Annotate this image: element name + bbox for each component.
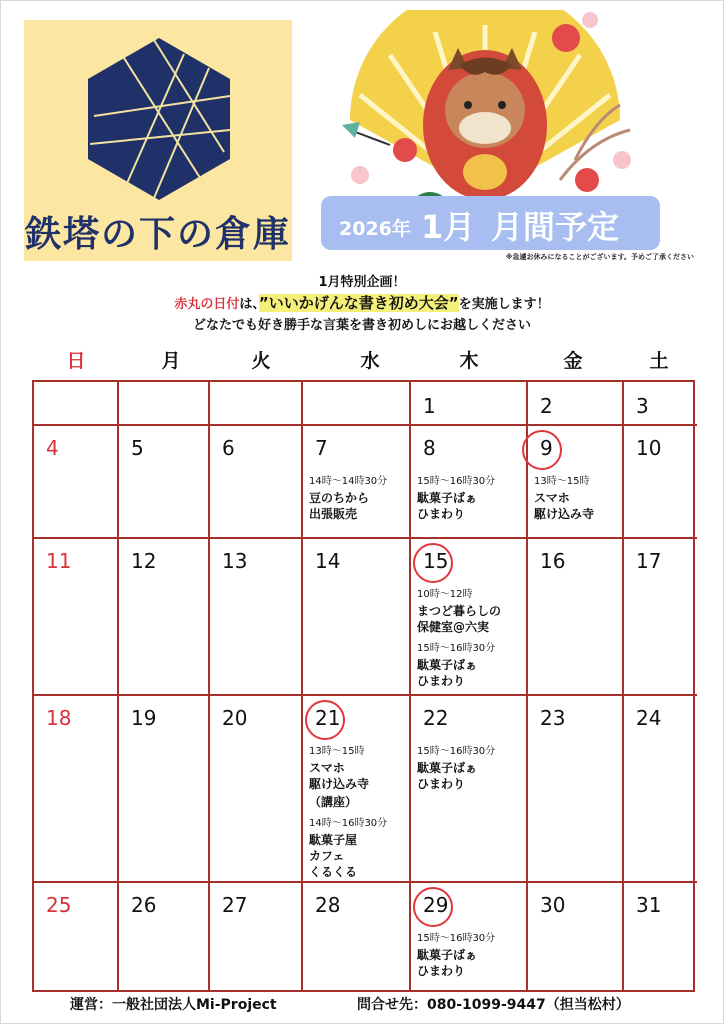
event-text: 豆のちから	[309, 491, 370, 505]
day-number: 12	[131, 549, 157, 573]
event-time: 13時～15時	[534, 476, 590, 487]
day-number: 24	[636, 706, 662, 730]
weekday-fri: 金	[563, 350, 583, 372]
calendar-cell	[34, 382, 119, 426]
event-text: ひまわり	[417, 964, 466, 978]
calendar-cell	[210, 696, 303, 883]
day-number: 11	[46, 549, 72, 573]
calendar-cell	[34, 539, 119, 696]
calendar-cell	[119, 426, 210, 539]
event-text: 駄菓子ばぁ	[417, 948, 478, 962]
day-number: 10	[636, 436, 662, 460]
event-text: 駄菓子ばぁ	[417, 658, 478, 672]
day-number: 19	[131, 706, 157, 730]
event-entry	[417, 474, 495, 522]
event-entry	[417, 587, 501, 689]
calendar-cell	[411, 426, 528, 539]
day-number: 13	[222, 549, 248, 573]
calendar-cell	[303, 382, 411, 426]
calendar-cell	[528, 696, 624, 883]
calendar-cell	[119, 883, 210, 990]
weekday-wed: 水	[360, 350, 380, 372]
event-text: ひまわり	[417, 507, 466, 521]
event-text: スマホ	[309, 761, 345, 775]
calendar-cell	[119, 382, 210, 426]
calendar-cell	[528, 426, 624, 539]
event-text: くるくる	[309, 865, 358, 879]
day-number: 8	[423, 436, 436, 460]
calendar-cell	[210, 539, 303, 696]
event-line-2	[0, 293, 724, 315]
day-number: 28	[315, 893, 341, 917]
event-text: 保健室@六実	[417, 620, 490, 634]
event-entry	[417, 931, 495, 979]
event-ha: は、	[239, 297, 259, 312]
calendar-cell	[303, 883, 411, 990]
event-time: 14時～14時30分	[309, 476, 388, 487]
day-number: 4	[46, 436, 59, 460]
day-number: 18	[46, 706, 72, 730]
footer-operator: 運営：一般社団法人Mi-Project	[70, 997, 277, 1013]
calendar-cell	[303, 426, 411, 539]
event-line-1: 1月特別企画！	[318, 275, 406, 290]
event-text: カフェ	[309, 849, 345, 863]
calendar-cell	[210, 883, 303, 990]
day-number: 3	[636, 394, 649, 418]
calendar-cell	[624, 883, 697, 990]
event-entry	[309, 744, 387, 880]
event-text: 駆け込み寺	[309, 777, 370, 791]
day-number: 14	[315, 549, 341, 573]
event-text: 駄菓子ばぁ	[417, 761, 478, 775]
footer-contact: 問合せ先：080-1099-9447（担当松村）	[357, 997, 630, 1013]
day-number: 2	[540, 394, 553, 418]
calendar-cell	[303, 539, 411, 696]
highlight-circle	[413, 543, 453, 583]
day-number: 1	[423, 394, 436, 418]
calendar-cell	[624, 696, 697, 883]
weekday-thu: 木	[459, 350, 479, 372]
event-time: 15時～16時30分	[417, 476, 496, 487]
day-number: 22	[423, 706, 449, 730]
hexagon-logo-icon	[84, 34, 234, 204]
day-number: 17	[636, 549, 662, 573]
calendar-cell	[528, 382, 624, 426]
event-time: 15時～16時30分	[417, 933, 496, 944]
event-text: ひまわり	[417, 674, 466, 688]
day-number: 26	[131, 893, 157, 917]
event-text: まつど暮らしの	[417, 604, 502, 618]
event-text: 駄菓子ばぁ	[417, 491, 478, 505]
calendar-cell	[119, 539, 210, 696]
event-text: 駄菓子屋	[309, 833, 358, 847]
calendar-cell	[411, 539, 528, 696]
event-time: 15時～16時30分	[417, 746, 496, 757]
day-number: 9	[540, 436, 553, 460]
highlight-circle	[522, 430, 562, 470]
day-number: 6	[222, 436, 235, 460]
banner-month: 1月	[421, 208, 476, 246]
day-number: 20	[222, 706, 248, 730]
calendar-cell	[528, 539, 624, 696]
calendar-cell	[411, 696, 528, 883]
event-description	[0, 272, 724, 336]
calendar-cell	[34, 426, 119, 539]
logo	[24, 20, 292, 261]
day-number: 29	[423, 893, 449, 917]
day-number: 23	[540, 706, 566, 730]
weekday-mon: 月	[161, 350, 181, 372]
calendar-cell	[528, 883, 624, 990]
day-number: 25	[46, 893, 72, 917]
calendar-cell	[411, 382, 528, 426]
day-number: 16	[540, 549, 566, 573]
logo-text: 鉄塔の下の倉庫	[24, 214, 291, 255]
banner-year: 2026年	[339, 218, 411, 240]
event-time: 14時～16時30分	[309, 818, 388, 829]
month-banner	[321, 196, 660, 250]
event-text: 出張販売	[309, 507, 358, 521]
day-number: 31	[636, 893, 662, 917]
day-number: 5	[131, 436, 144, 460]
closure-notice: ※急遽お休みになることがございます。予めご了承ください	[505, 253, 694, 261]
event-entry	[534, 474, 594, 522]
day-number: 30	[540, 893, 566, 917]
calendar-cell	[303, 696, 411, 883]
calendar-cell	[210, 382, 303, 426]
event-highlight: ”いいかげんな書き初め大会”	[258, 294, 459, 312]
event-time: 15時～16時30分	[417, 643, 496, 654]
event-time: 13時～15時	[309, 746, 365, 757]
event-text: 駆け込み寺	[534, 507, 595, 521]
horse-daruma-illustration	[330, 10, 640, 210]
weekday-tue: 火	[251, 350, 271, 372]
calendar-cell	[210, 426, 303, 539]
day-number: 15	[423, 549, 449, 573]
calendar-cell	[119, 696, 210, 883]
highlight-circle	[305, 700, 345, 740]
day-number: 21	[315, 706, 341, 730]
event-text: （講座）	[309, 795, 358, 809]
banner-title: 月間予定	[491, 208, 620, 246]
event-text: ひまわり	[417, 777, 466, 791]
event-entry	[309, 474, 387, 522]
calendar-cell	[34, 696, 119, 883]
event-time: 10時～12時	[417, 589, 473, 600]
calendar-cell	[624, 539, 697, 696]
event-entry	[417, 744, 495, 792]
event-line-3: どなたでも好き勝手な言葉を書き初めしにお越しください	[192, 318, 531, 333]
highlight-circle	[413, 887, 453, 927]
weekday-sat: 土	[649, 350, 669, 372]
event-text: スマホ	[534, 491, 570, 505]
calendar-cell	[34, 883, 119, 990]
event-red-text: 赤丸の日付	[174, 297, 240, 312]
event-suffix: を実施します！	[458, 297, 550, 312]
calendar-cell	[624, 382, 697, 426]
calendar-cell	[411, 883, 528, 990]
calendar-cell	[624, 426, 697, 539]
day-number: 7	[315, 436, 328, 460]
weekday-sun: 日	[66, 350, 86, 372]
calendar-grid	[32, 380, 695, 992]
day-number: 27	[222, 893, 248, 917]
